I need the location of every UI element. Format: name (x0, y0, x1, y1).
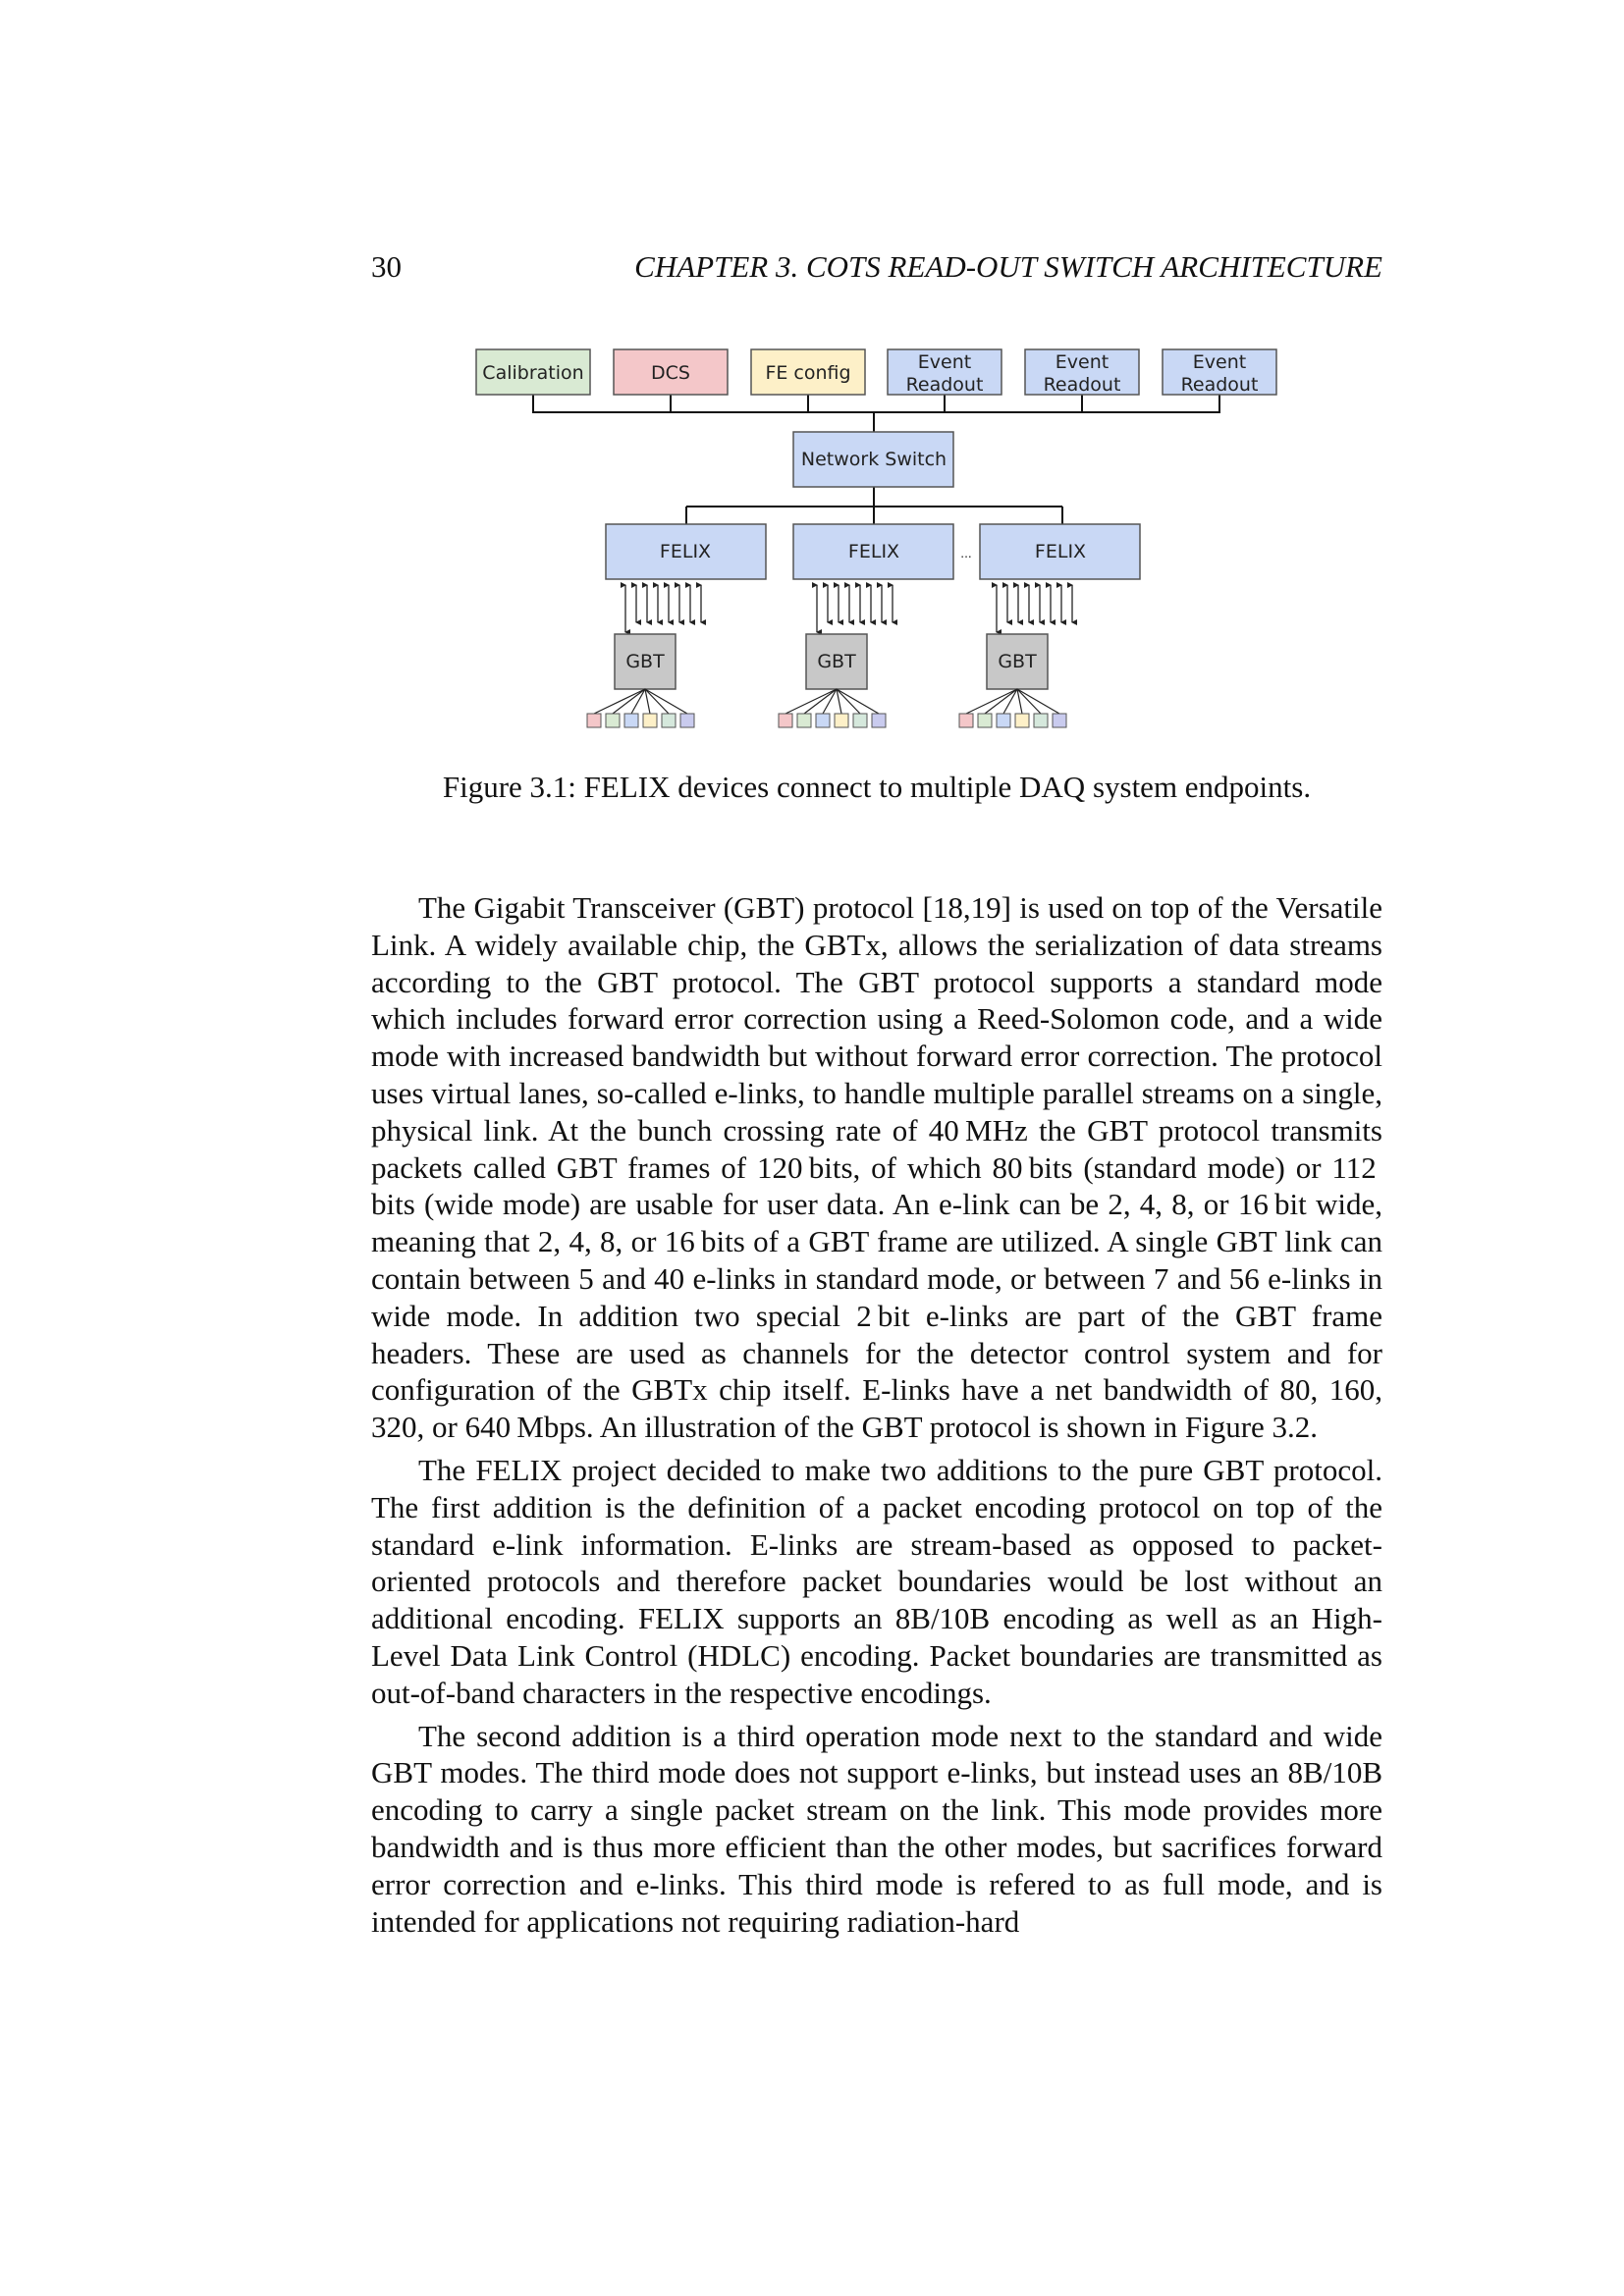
endpoint-square (997, 714, 1010, 727)
endpoint-square (1015, 714, 1029, 727)
top-bus-lines (532, 395, 1220, 432)
gbt-box-3 (987, 634, 1048, 689)
elink-arrows (625, 585, 1072, 632)
endpoint-square (606, 714, 620, 727)
top-box-fe-config (751, 349, 865, 395)
svg-text:Calibration: Calibration (482, 362, 584, 384)
svg-text:Network Switch: Network Switch (800, 449, 947, 470)
felix-architecture-diagram (471, 340, 1296, 737)
svg-text:GBT: GBT (998, 651, 1037, 672)
endpoint-square (662, 714, 676, 727)
gbt-box-1 (615, 634, 676, 689)
endpoint-link (966, 689, 1017, 714)
felix-box-2 (793, 524, 953, 579)
figure-caption: Figure 3.1: FELIX devices connect to multiple DAQ system endpoints. (442, 770, 1312, 804)
endpoint-link (785, 689, 837, 714)
endpoint-square (1034, 714, 1048, 727)
endpoint-square (978, 714, 992, 727)
svg-text:DCS: DCS (651, 362, 690, 384)
endpoint-square (779, 714, 792, 727)
network-switch-box (793, 432, 953, 487)
endpoint-link (594, 689, 645, 714)
chapter-title: CHAPTER 3. COTS READ-OUT SWITCH ARCHITECTURE (634, 249, 1382, 284)
paragraph-gbt-protocol: The Gigabit Transceiver (GBT) protocol [18,19] is used on top of the Versatile Link. A widely available chip, the GBTx, allows the serialization of data streams according to the GBT protocol. The GBT protocol supports a standard mode which includes forward error correction using a Reed-Solomon code, and a wide mode with increased bandwidth but without forward error correction. The protocol uses virtual lanes, so-called e-links, to handle multiple parallel streams on a single, physical link. At the bunch crossing rate of 40 MHz the GBT protocol transmits packets called GBT frames of 120 bits, of which 80 bits (standard mode) or 112 bits (wide mode) are usable for user data. An e-link can be 2, 4, 8, or 16 bit wide, meaning that 2, 4, 8, or 16 bits of a GBT frame are utilized. A single GBT link can contain between 5 and 40 e-links in standard mode, or between 7 and 56 e-links in wide mode. In addition two special 2 bit e-links are part of the GBT frame headers. These are used as channels for the detector control system and for configuration of the GBTx chip itself. E-links have a net bandwidth of 80, 160, 320, or 640 Mbps. An illustration of the GBT protocol is shown in Figure 3.2. (371, 890, 1382, 1445)
svg-text:GBT: GBT (625, 651, 665, 672)
svg-text:Event: Event (917, 351, 972, 373)
endpoint-link (613, 689, 645, 714)
endpoint-square (872, 714, 886, 727)
endpoint-square (797, 714, 811, 727)
endpoint-link (645, 689, 687, 714)
endpoint-link (1017, 689, 1059, 714)
endpoint-link (804, 689, 837, 714)
svg-text:Readout: Readout (905, 374, 984, 396)
paragraph-full-mode: The second addition is a third operation mode next to the standard and wide GBT modes. The third mode does not support e-links, but instead uses an 8B/10B encoding to carry a single packet stream on the link. This mode provides more bandwidth and is thus more efficient than the other modes, but sacrifices forward error correction and e-links. This third mode is refered to as full mode, and is intended for applications not requiring radiation-hard (371, 1718, 1382, 1939)
endpoint-square (643, 714, 657, 727)
endpoint-square (853, 714, 867, 727)
top-box-dcs (614, 349, 728, 395)
svg-text:FE config: FE config (765, 362, 851, 384)
svg-text:Readout: Readout (1180, 374, 1259, 396)
gbt-box-2 (806, 634, 867, 689)
endpoint-square (816, 714, 830, 727)
switch-bus-lines (686, 487, 1062, 524)
endpoint-square (835, 714, 848, 727)
endpoint-square (959, 714, 973, 727)
top-box-calibration (476, 349, 590, 395)
page-number: 30 (371, 249, 402, 284)
daq-endpoints (587, 689, 1066, 727)
top-box-event-readout-3 (1163, 349, 1276, 396)
svg-text:Event: Event (1192, 351, 1247, 373)
felix-box-1 (606, 524, 766, 579)
svg-text:Readout: Readout (1043, 374, 1121, 396)
top-box-event-readout-2 (1025, 349, 1139, 396)
felix-box-3 (980, 524, 1140, 579)
svg-text:FELIX: FELIX (659, 541, 712, 562)
paragraph-felix-additions: The FELIX project decided to make two additions to the pure GBT protocol. The first addition is the definition of a packet encoding protocol on top of the standard e-link information. E-links are stream-based as opposed to packet-oriented protocols and therefore packet boundaries would be lost without an additional encoding. FELIX supports an 8B/10B encoding as well as an High-Level Data Link Control (HDLC) encoding. Packet boundaries are transmitted as out-of-band characters in the respective encodings. (371, 1452, 1382, 1710)
endpoint-square (587, 714, 601, 727)
svg-text:FELIX: FELIX (1034, 541, 1087, 562)
top-box-event-readout-1 (888, 349, 1001, 396)
endpoint-link (985, 689, 1017, 714)
endpoint-square (624, 714, 638, 727)
endpoint-square (1053, 714, 1066, 727)
endpoint-link (837, 689, 879, 714)
body-text (371, 889, 1382, 1946)
endpoint-square (680, 714, 694, 727)
svg-text:FELIX: FELIX (847, 541, 900, 562)
page-header (371, 249, 1382, 289)
svg-text:GBT: GBT (817, 651, 856, 672)
felix-ellipsis: ... (960, 547, 972, 561)
svg-text:Event: Event (1055, 351, 1110, 373)
